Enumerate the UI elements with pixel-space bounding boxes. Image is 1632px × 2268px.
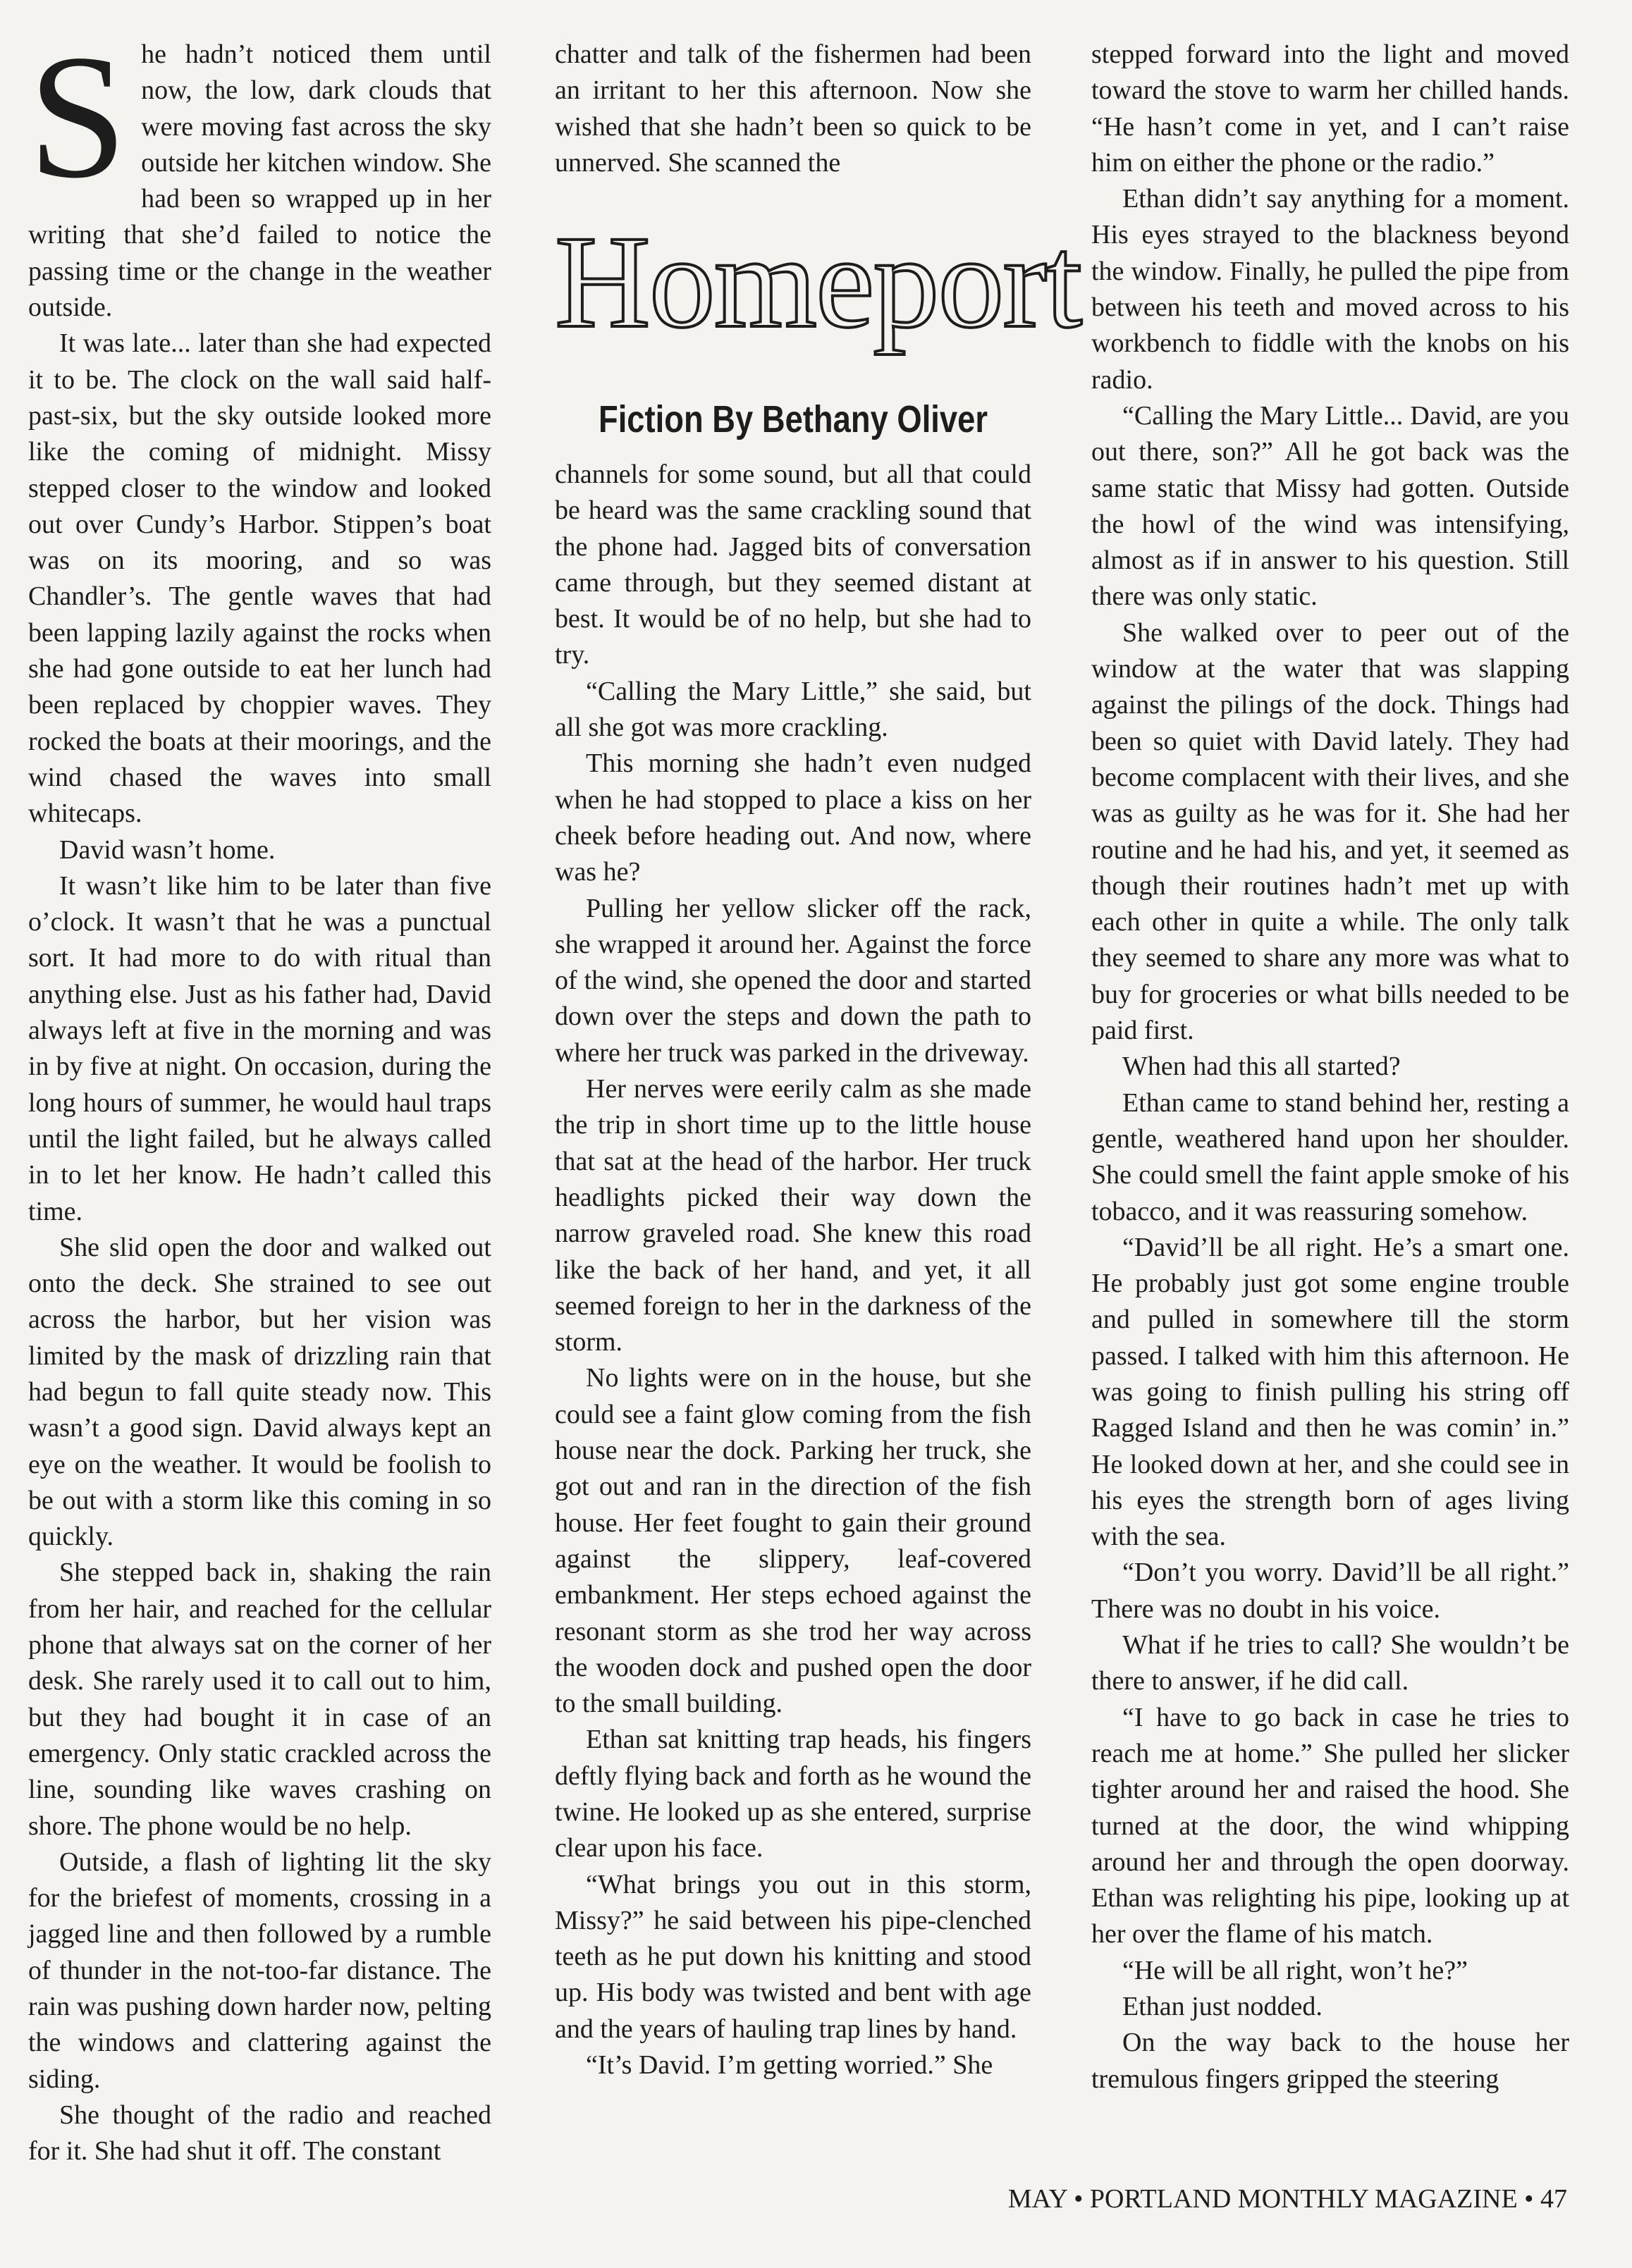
paragraph: “It’s David. I’m getting worried.” She [586, 2050, 993, 2081]
paragraph-continued: stepped forward into the light and moved toward the stove to warm her chilled hands. “He hasn’t come in yet, and I can’t raise him on either the phone or the radio.” [1091, 39, 1569, 178]
paragraph: Pulling her yellow slicker off the rack, she wrapped it around her. Against the force of the wind, she opened the door and started down over the steps and down the path to where her truck was parked in the driveway. [555, 893, 1031, 1068]
drop-cap: S [28, 18, 128, 215]
paragraph: “I have to go back in case he tries to reach me at home.” She pulled her slicker tighter around her and raised the hood. She turned at the door, the wind whipping around her and through the open doorway. Ethan was relighting his pipe, looking up at her over the flame of his match. [1091, 1702, 1569, 1949]
paragraph: It wasn’t like him to be later than five o’clock. It wasn’t that he was a punctual sort. It had more to do with ritual than anything else. Just as his father had, David always left at five in the morning and was in by five at night. On occasion, during the long hours of summer, he would haul traps until the light failed, but he always called in to let her know. He hadn’t called this time. [28, 870, 491, 1226]
opening-paragraph [28, 18, 491, 326]
paragraph: Ethan sat knitting trap heads, his fingers deftly flying back and forth as he wound the twine. He looked up as she entered, surprise clear upon his face. [555, 1725, 1031, 1863]
article-title: Homeport [555, 208, 1081, 355]
paragraph: Outside, a flash of lighting lit the sky for the briefest of moments, crossing in a jagged line and then followed by a rumble of thunder in the not-too-far distance. The rain was pushing down harder now, pelting the windows and clattering against the siding. [28, 1847, 491, 2094]
paragraph: “Don’t you worry. David’ll be all right.” There was no doubt in his voice. [1091, 1558, 1569, 1624]
paragraph: “He will be all right, won’t he?” [1122, 1955, 1468, 1985]
paragraph: It was late... later than she had expected it to be. The clock on the wall said half-past-six, but the sky outside looked more like the coming of midnight. Missy stepped closer to the window and looked out over Cundy’s Harbor. Stippen’s boat was on its mooring, and so was Chandler’s. The gentle waves that had been lapping lazily against the rocks when she had gone outside to eat her lunch had been replaced by choppier waves. They rocked the boats at their moorings, and the wind chased the waves into small whitecaps. [28, 328, 491, 829]
paragraph: “David’ll be all right. He’s a smart one. He probably just got some engine trouble and pulled in somewhere till the storm passed. I talked with him this afternoon. He was going to finish pulling his string off Ragged Island and then he was comin’ in.” He looked down at her, and she could see in his eyes the strength born of ages living with the sea. [1091, 1232, 1569, 1552]
paragraph: She thought of the radio and reached for it. She had shut it off. The constant [28, 2100, 491, 2167]
paragraph: She slid open the door and walked out onto the deck. She strained to see out across the harbor, but her vision was limited by the mask of drizzling rain that had begun to fall quite steady now. This wasn’t a good sign. David always kept an eye on the weather. It would be foolish to be out with a storm like this coming in so quickly. [28, 1232, 491, 1552]
paragraph: On the way back to the house her tremulous fingers gripped the steering [1091, 2028, 1569, 2094]
paragraph: She stepped back in, shaking the rain from her hair, and reached for the cellular phone that always sat on the corner of her desk. She rarely used it to call out to him, but they had bought it in case of an emergency. Only static crackled across the line, sounding like waves crashing on shore. The phone would be no help. [28, 1558, 491, 1841]
paragraph: She walked over to peer out of the window at the water that was slapping against the pilings of the dock. Things had been so quiet with David lately. They had become complacent with their lives, and she was as guilty as he was for it. She had her routine and he had his, and yet, it seemed as though their routines hadn’t met up with each other in quite a while. The only talk they seemed to share any more was what to buy for groceries or what bills needed to be paid first. [1091, 617, 1569, 1046]
paragraph: When had this all started? [1122, 1052, 1401, 1082]
paragraph-text: he hadn’t noticed them until now, the low, dark clouds that were moving fast across the sky outside her kitchen window. She had been so wrapped up in her writing that she’d failed to notice the passing time or the change in the weather outside. [28, 39, 491, 323]
paragraph: “What brings you out in this storm, Missy?” he said between his pipe-clenched teeth as he put down his knitting and stood up. His body was twisted and bent with age and the years of hauling trap lines by hand. [555, 1869, 1031, 2044]
paragraph-continued: chatter and talk of the fishermen had been an irritant to her this afternoon. Now she wished that she hadn’t been so quick to be unnerved. She scanned the [555, 39, 1031, 178]
paragraph: Ethan just nodded. [1122, 1992, 1323, 2022]
paragraph: David wasn’t home. [59, 834, 276, 865]
paragraph: This morning she hadn’t even nudged when he had stopped to place a kiss on her cheek before heading out. And now, where was he? [555, 748, 1031, 887]
paragraph: Ethan didn’t say anything for a moment. His eyes strayed to the blackness beyond the window. Finally, he pulled the pipe from between his teeth and moved across to his workbench to fiddle with the knobs on his radio. [1091, 184, 1569, 395]
paragraph: “Calling the Mary Little,” she said, but all she got was more crackling. [555, 676, 1031, 743]
text-column-2-top [555, 37, 1031, 181]
text-column-3 [1091, 37, 1569, 2097]
article-byline: Fiction By Bethany Oliver [598, 398, 988, 440]
paragraph: “Calling the Mary Little... David, are you out there, son?” All he got back was the same static that Missy had gotten. Outside the howl of the wind was intensifying, almost as if in answer to his question. Still there was only static. [1091, 400, 1569, 612]
paragraph: No lights were on in the house, but she could see a faint glow coming from the fish house near the dock. Parking her truck, she got out and ran in the direction of the fish house. Her feet fought to gain their ground against the slippery, leaf-covered embankment. Her steps echoed against the resonant storm as she trod her way across the wooden dock and pushed open the door to the small building. [555, 1363, 1031, 1719]
page-footer: MAY • PORTLAND MONTHLY MAGAZINE • 47 [1007, 2184, 1567, 2214]
text-column-2 [555, 457, 1031, 2083]
text-column-1 [28, 18, 491, 2170]
paragraph-continued: channels for some sound, but all that could be heard was the same crackling sound that the phone had. Jagged bits of conversation came through, but they seemed distant at best. It would be of no help, but she had to try. [555, 460, 1031, 670]
paragraph: Ethan came to stand behind her, resting a gentle, weathered hand upon her shoulder. She could smell the faint apple smoke of his tobacco, and it was reassuring somehow. [1091, 1087, 1569, 1226]
paragraph: Her nerves were eerily calm as she made the trip in short time up to the little house that sat at the head of the harbor. Her truck headlights picked their way down the narrow graveled road. She knew this road like the back of her hand, and yet, it all seemed foreign to her in the darkness of the storm. [555, 1074, 1031, 1357]
paragraph: What if he tries to call? She wouldn’t be there to answer, if he did call. [1091, 1630, 1569, 1696]
